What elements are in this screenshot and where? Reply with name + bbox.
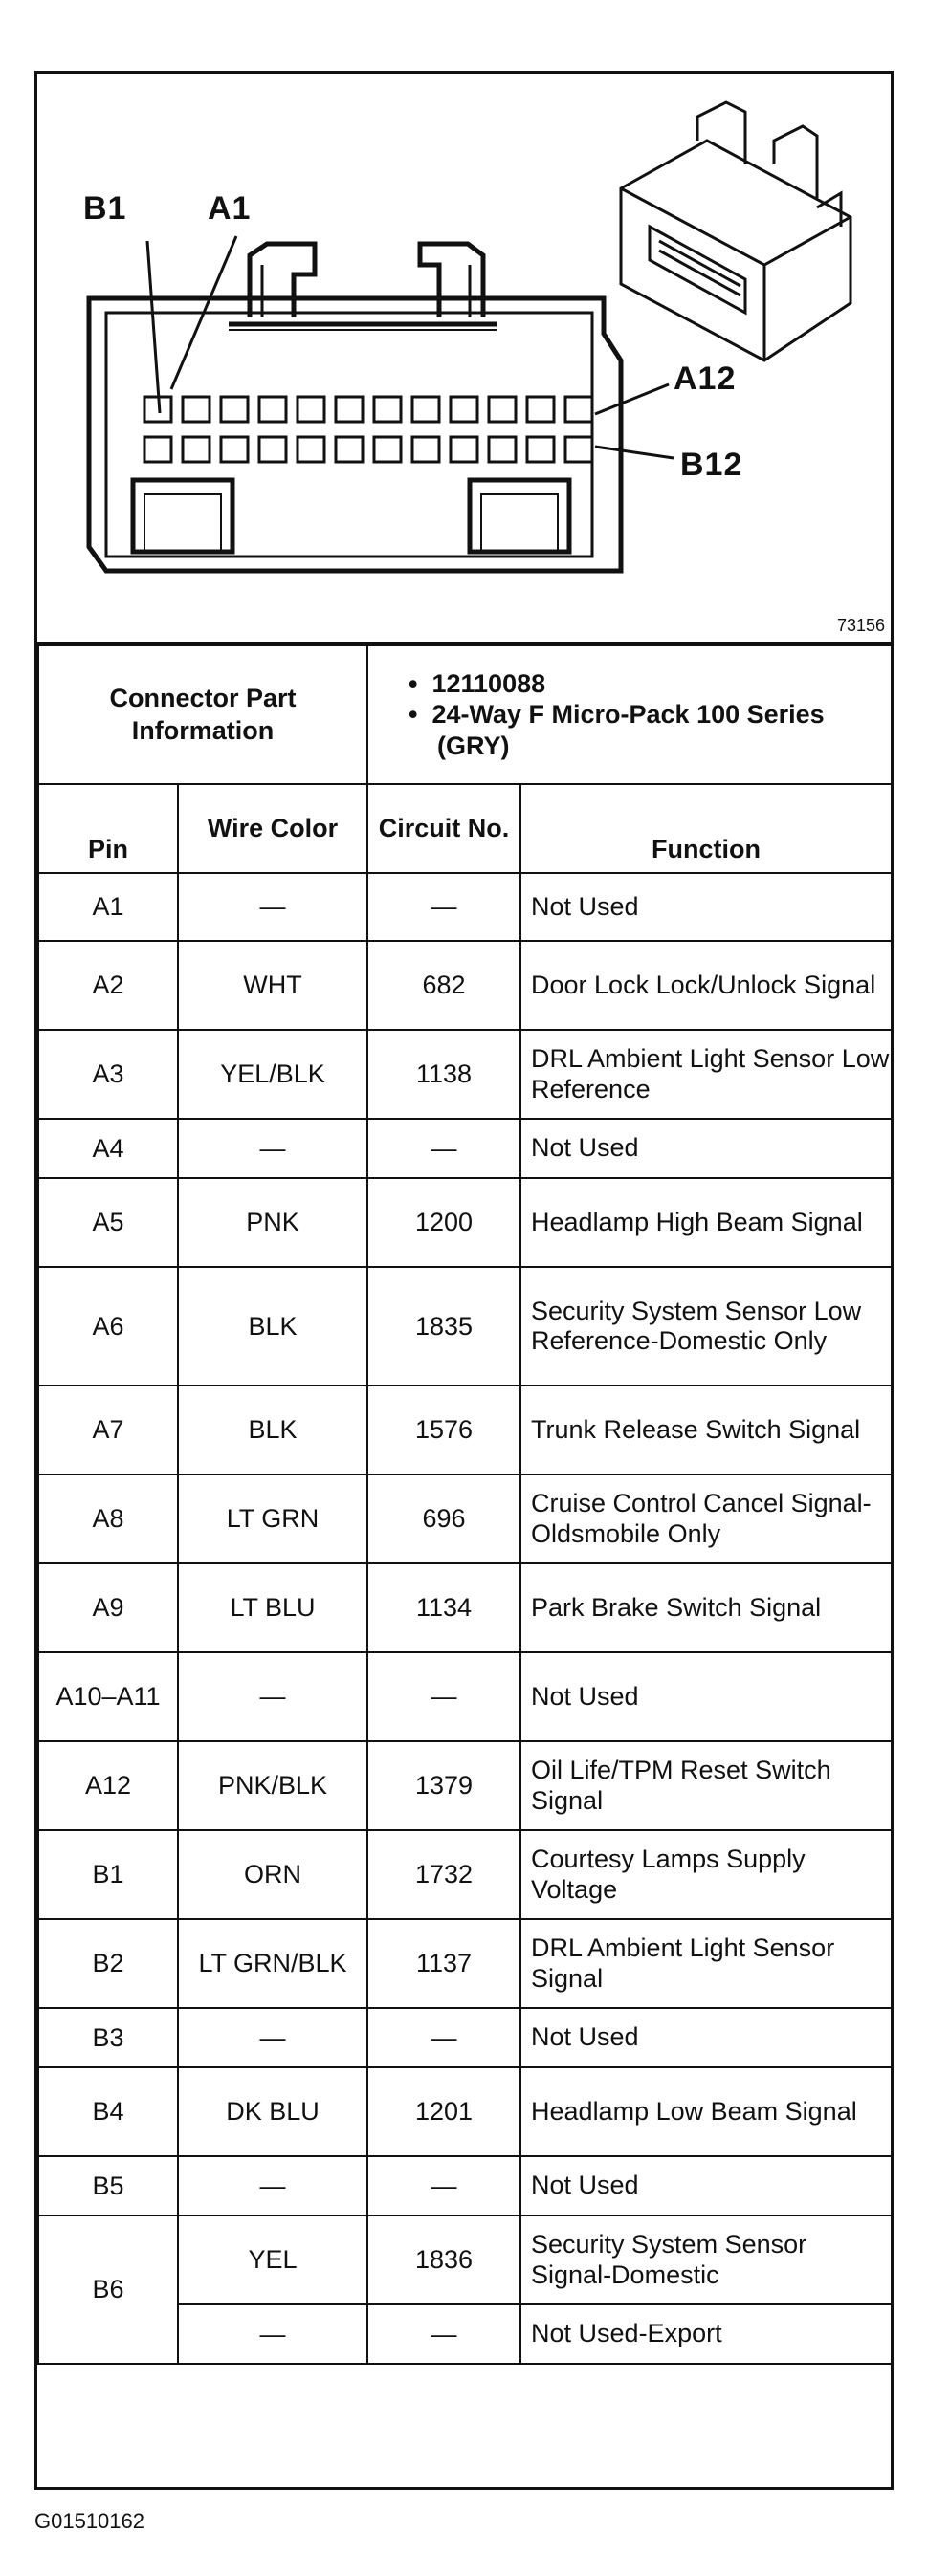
table-row: [38, 1119, 892, 1178]
pin-cavity-a10: [489, 397, 516, 422]
wire-color-cell: LT GRN: [178, 1474, 367, 1563]
connector-3d-view: [621, 102, 851, 360]
table-row: [38, 1741, 892, 1830]
wire-color-cell: PNK: [178, 1178, 367, 1267]
pin-cavity-b4: [259, 437, 286, 462]
function-cell: Not Used: [520, 873, 892, 941]
function-cell: Headlamp Low Beam Signal: [520, 2067, 892, 2156]
pin-cavity-a9: [451, 397, 477, 422]
function-cell: Cruise Control Cancel Signal-Oldsmobile Only: [520, 1474, 892, 1563]
function-cell: Not Used: [520, 2008, 892, 2067]
wire-color-cell: —: [178, 873, 367, 941]
circuit-cell: 1379: [367, 1741, 520, 1830]
circuit-cell: —: [367, 873, 520, 941]
connector-info-row: [38, 645, 892, 784]
part-number: • 12110088: [409, 668, 546, 698]
pin-cavity-a3: [221, 397, 248, 422]
pin-cavity-b10: [489, 437, 516, 462]
wire-color-cell: ORN: [178, 1830, 367, 1919]
circuit-cell: 1576: [367, 1386, 520, 1474]
wire-color-cell: YEL: [178, 2216, 367, 2304]
pin-cavities: [144, 397, 592, 462]
table-row: [38, 1178, 892, 1267]
circuit-cell: —: [367, 1119, 520, 1178]
circuit-cell: —: [367, 2156, 520, 2216]
connector-type: • 24-Way F Micro-Pack 100 Series (GRY): [409, 700, 825, 760]
pin-cavity-a7: [374, 397, 401, 422]
table-row: [38, 1030, 892, 1119]
circuit-cell: 1732: [367, 1830, 520, 1919]
wire-color-cell: —: [178, 1652, 367, 1741]
header-function: Function: [520, 784, 892, 873]
table-row: [38, 1386, 892, 1474]
circuit-cell: 1134: [367, 1563, 520, 1652]
table-row: [38, 2008, 892, 2067]
pin-cell: A3: [38, 1030, 178, 1119]
pin-cell: A9: [38, 1563, 178, 1652]
pin-cell: A1: [38, 873, 178, 941]
table-row: [38, 941, 892, 1030]
pin-cavity-a6: [336, 397, 363, 422]
wire-color-cell: —: [178, 2156, 367, 2216]
circuit-cell: 1201: [367, 2067, 520, 2156]
circuit-cell: 682: [367, 941, 520, 1030]
pin-cell: A4: [38, 1119, 178, 1178]
pin-cell: A5: [38, 1178, 178, 1267]
pin-cell: B3: [38, 2008, 178, 2067]
pin-cavity-b1: [144, 437, 171, 462]
footer-code: G01510162: [34, 2509, 144, 2533]
pin-cavity-b8: [412, 437, 439, 462]
wire-color-cell: PNK/BLK: [178, 1741, 367, 1830]
pin-cavity-b6: [336, 437, 363, 462]
circuit-cell: —: [367, 1652, 520, 1741]
pin-cavity-b9: [451, 437, 477, 462]
function-cell: Security System Sensor Low Reference-Domestic Only: [520, 1267, 892, 1386]
table-header-row: [38, 784, 892, 873]
label-b12: B12: [680, 447, 743, 483]
circuit-cell: 1200: [367, 1178, 520, 1267]
connector-face-drawing: [37, 74, 891, 642]
circuit-cell: 1137: [367, 1919, 520, 2008]
function-cell: Not Used: [520, 2156, 892, 2216]
pin-cavity-b3: [221, 437, 248, 462]
pin-cavity-b2: [183, 437, 210, 462]
connector-info-label: Connector Part Information: [38, 645, 367, 784]
pin-cell: A8: [38, 1474, 178, 1563]
function-cell: Not Used-Export: [520, 2304, 892, 2364]
wire-color-cell: —: [178, 2008, 367, 2067]
pin-cell: A6: [38, 1267, 178, 1386]
circuit-cell: 1835: [367, 1267, 520, 1386]
function-cell: Trunk Release Switch Signal: [520, 1386, 892, 1474]
wire-color-cell: LT BLU: [178, 1563, 367, 1652]
pin-cell: A10–A11: [38, 1652, 178, 1741]
connector-diagram: [37, 74, 891, 644]
circuit-cell: —: [367, 2008, 520, 2067]
pin-cell: B4: [38, 2067, 178, 2156]
circuit-cell: 1836: [367, 2216, 520, 2304]
pin-cavity-b11: [527, 437, 554, 462]
wire-color-cell: LT GRN/BLK: [178, 1919, 367, 2008]
pin-cavity-a8: [412, 397, 439, 422]
figure-number: 73156: [836, 616, 885, 635]
pin-cell: A12: [38, 1741, 178, 1830]
function-cell: Courtesy Lamps Supply Voltage: [520, 1830, 892, 1919]
connector-info-details: [367, 645, 892, 784]
pin-cavity-b12: [565, 437, 592, 462]
wire-color-cell: —: [178, 2304, 367, 2364]
function-cell: Not Used: [520, 1119, 892, 1178]
label-a1: A1: [208, 190, 252, 227]
pin-cavity-b7: [374, 437, 401, 462]
table-row: [38, 2216, 892, 2304]
header-circuit-no: Circuit No.: [367, 784, 520, 873]
wire-color-cell: YEL/BLK: [178, 1030, 367, 1119]
wire-color-cell: BLK: [178, 1267, 367, 1386]
pinout-table: [37, 644, 893, 2365]
circuit-cell: 1138: [367, 1030, 520, 1119]
circuit-cell: 696: [367, 1474, 520, 1563]
pin-cell: B1: [38, 1830, 178, 1919]
connector-sheet: [34, 71, 894, 2490]
table-row: [38, 2156, 892, 2216]
function-cell: Security System Sensor Signal-Domestic: [520, 2216, 892, 2304]
pin-cell: A7: [38, 1386, 178, 1474]
pin-cavity-a11: [527, 397, 554, 422]
pin-cell: B2: [38, 1919, 178, 2008]
pin-cavity-b5: [298, 437, 324, 462]
table-row: [38, 1267, 892, 1386]
circuit-cell: —: [367, 2304, 520, 2364]
function-cell: DRL Ambient Light Sensor Low Reference: [520, 1030, 892, 1119]
pin-cavity-a5: [298, 397, 324, 422]
wire-color-cell: DK BLU: [178, 2067, 367, 2156]
pin-cell: B5: [38, 2156, 178, 2216]
function-cell: Headlamp High Beam Signal: [520, 1178, 892, 1267]
pin-cell: B6: [38, 2216, 178, 2364]
function-cell: Park Brake Switch Signal: [520, 1563, 892, 1652]
table-row: [38, 1919, 892, 2008]
label-b1: B1: [83, 190, 127, 227]
label-a12: A12: [674, 360, 737, 397]
wire-color-cell: BLK: [178, 1386, 367, 1474]
pin-cavity-a12: [565, 397, 592, 422]
wire-color-cell: WHT: [178, 941, 367, 1030]
function-cell: DRL Ambient Light Sensor Signal: [520, 1919, 892, 2008]
function-cell: Oil Life/TPM Reset Switch Signal: [520, 1741, 892, 1830]
pin-cavity-a4: [259, 397, 286, 422]
table-row: [38, 1652, 892, 1741]
table-row: [38, 873, 892, 941]
table-row: [38, 1474, 892, 1563]
table-row: [38, 1563, 892, 1652]
pin-cavity-a2: [183, 397, 210, 422]
function-cell: Not Used: [520, 1652, 892, 1741]
table-row: [38, 2067, 892, 2156]
wire-color-cell: —: [178, 1119, 367, 1178]
function-cell: Door Lock Lock/Unlock Signal: [520, 941, 892, 1030]
header-wire-color: Wire Color: [178, 784, 367, 873]
table-row: [38, 1830, 892, 1919]
pin-cell: A2: [38, 941, 178, 1030]
header-pin: Pin: [38, 784, 178, 873]
